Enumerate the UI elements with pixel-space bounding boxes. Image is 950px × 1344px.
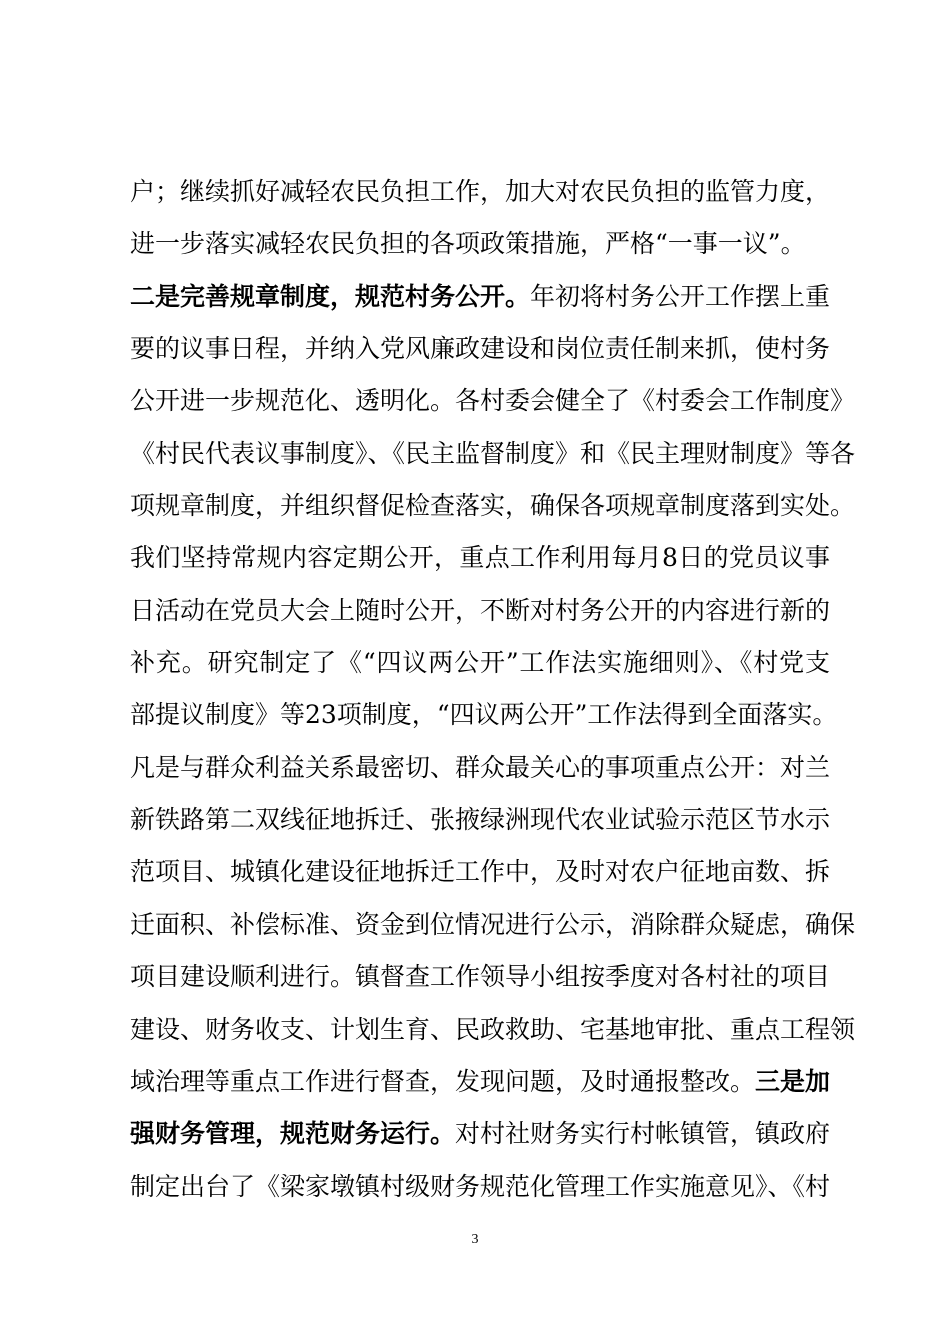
- text-line: [130, 846, 830, 898]
- text-segment: 进一步落实减轻农民负担的各项政策措施，严格“一事一议”。: [130, 229, 806, 259]
- text-segment: 建设、财务收支、计划生育、民政救助、宅基地审批、重点工程领: [130, 1014, 856, 1044]
- text-line: [130, 218, 830, 270]
- text-segment: 凡是与群众利益关系最密切、群众最关心的事项重点公开：对兰: [130, 752, 831, 782]
- text-segment: 项目建设顺利进行。镇督查工作领导小组按季度对各村社的项目: [130, 962, 831, 992]
- text-line: [130, 166, 830, 218]
- text-line: [130, 742, 830, 794]
- text-segment: 补充。研究制定了《“四议两公开”工作法实施细则》、《村党支: [130, 648, 830, 678]
- section-heading: 强财务管理，规范财务运行。: [130, 1119, 456, 1149]
- text-line: [130, 428, 856, 480]
- text-segment: 对村社财务实行村帐镇管，镇政府: [455, 1119, 831, 1149]
- text-line: [130, 532, 830, 584]
- text-segment: 域治理等重点工作进行督查，发现问题，及时通报整改。: [130, 1066, 756, 1096]
- text-line: [130, 375, 856, 427]
- text-segment: 部提议制度》等23项制度，“四议两公开”工作法得到全面落实。: [130, 700, 838, 730]
- text-segment: 年初将村务公开工作摆上重: [530, 281, 831, 311]
- text-segment: 《村民代表议事制度》、《民主监督制度》和《民主理财制度》等各: [130, 438, 856, 468]
- text-line: [130, 1108, 830, 1160]
- text-line: [130, 585, 830, 637]
- text-segment: 日活动在党员大会上随时公开，不断对村务公开的内容进行新的: [130, 595, 831, 625]
- text-line: [130, 794, 830, 846]
- text-line: [130, 1056, 830, 1108]
- document-body: [130, 166, 856, 1213]
- text-line: [130, 951, 830, 1003]
- text-line: [130, 1161, 830, 1213]
- section-heading: 二是完善规章制度，规范村务公开。: [130, 281, 531, 311]
- text-segment: 我们坚持常规内容定期公开，重点工作利用每月8日的党员议事: [130, 543, 830, 573]
- text-segment: 制定出台了《梁家墩镇村级财务规范化管理工作实施意见》、《村: [130, 1171, 831, 1201]
- text-line: [130, 899, 856, 951]
- text-line: [130, 1004, 856, 1056]
- text-line: [130, 271, 830, 323]
- text-segment: 范项目、城镇化建设征地拆迁工作中，及时对农户征地亩数、拆: [130, 857, 831, 887]
- text-line: [130, 480, 856, 532]
- text-line: [130, 323, 830, 375]
- text-segment: 项规章制度，并组织督促检查落实，确保各项规章制度落到实处。: [130, 491, 856, 521]
- text-segment: 公开进一步规范化、透明化。各村委会健全了《村委会工作制度》: [130, 386, 856, 416]
- page-number: 3: [471, 1232, 479, 1247]
- text-segment: 要的议事日程，并纳入党风廉政建设和岗位责任制来抓，使村务: [130, 334, 831, 364]
- section-heading: 三是加: [755, 1066, 831, 1096]
- text-segment: 户；继续抓好减轻农民负担工作，加大对农民负担的监管力度，: [130, 177, 831, 206]
- text-line: [130, 637, 830, 689]
- text-segment: 新铁路第二双线征地拆迁、张掖绿洲现代农业试验示范区节水示: [130, 805, 831, 835]
- text-segment: 迁面积、补偿标准、资金到位情况进行公示，消除群众疑虑，确保: [130, 909, 856, 939]
- text-line: [130, 689, 838, 741]
